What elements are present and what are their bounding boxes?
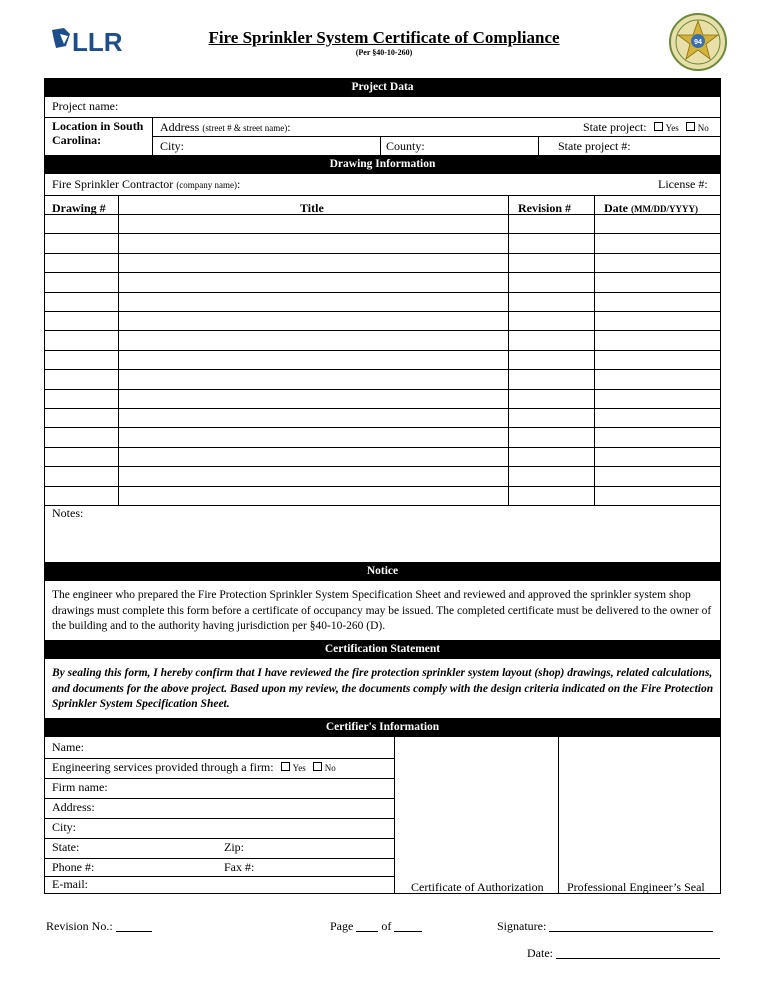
firm-services-field: Engineering services provided through a firm: Yes No <box>52 760 336 774</box>
col-date: Date (MM/DD/YYYY) <box>604 201 698 215</box>
section-drawing-information: Drawing Information <box>44 155 721 174</box>
firm-yes-checkbox[interactable] <box>281 762 290 771</box>
signature-field: Signature: <box>497 919 713 934</box>
page-number-line[interactable] <box>356 921 378 932</box>
table-row <box>44 389 721 390</box>
table-row <box>44 486 721 487</box>
certifier-city-label: City: <box>52 820 77 834</box>
firm-no-checkbox[interactable] <box>313 762 322 771</box>
document-subtitle: (Per §40-10-260) <box>355 48 413 57</box>
certifier-name-label: Name: <box>52 740 84 754</box>
col-title: Title <box>300 201 324 215</box>
firm-name-label: Firm name: <box>52 780 108 794</box>
state-project-number-label: State project #: <box>558 139 631 153</box>
section-certification-statement: Certification Statement <box>44 640 721 659</box>
revision-field: Revision No.: <box>46 919 152 934</box>
certifier-state-label: State: <box>52 840 80 854</box>
table-row <box>44 408 721 409</box>
page-field: Page of <box>330 919 422 934</box>
table-row <box>44 369 721 370</box>
col-revision: Revision # <box>518 201 572 215</box>
date-line[interactable] <box>556 948 720 959</box>
table-row <box>44 330 721 331</box>
certifier-phone-label: Phone #: <box>52 860 95 874</box>
table-row <box>44 447 721 448</box>
table-row <box>44 311 721 312</box>
revision-line[interactable] <box>116 921 152 932</box>
table-row <box>44 292 721 293</box>
state-project-yes-checkbox[interactable] <box>654 122 663 131</box>
page-count-line[interactable] <box>394 921 422 932</box>
city-label: City: <box>160 139 185 153</box>
date-field: Date: <box>527 946 720 961</box>
table-row <box>44 427 721 428</box>
table-column-divider <box>118 195 119 505</box>
section-notice: Notice <box>44 562 721 581</box>
document-title: Fire Sprinkler System Certificate of Compliance <box>208 28 560 47</box>
table-row <box>44 272 721 273</box>
table-row <box>44 253 721 254</box>
table-column-divider <box>508 195 509 505</box>
logo-text: LLR <box>72 27 123 57</box>
notice-text: The engineer who prepared the Fire Protection Sprinkler System Specification Sheet and reviewed and approved the sprinkler system shop drawings must complete this form before a certificate of occupancy may be issued. The completed certificate must be delivered to the owner of the building and to the authority having jurisdiction per §40-10-260 (D). <box>52 589 712 632</box>
location-label: Location in South Carolina: <box>52 119 144 147</box>
coa-label: Certificate of Authorization <box>411 880 544 894</box>
col-drawing-number: Drawing # <box>52 201 106 215</box>
certifier-fax-label: Fax #: <box>224 860 255 874</box>
state-project-field: State project: Yes No <box>583 120 709 134</box>
certifier-address-label: Address: <box>52 800 95 814</box>
state-seal-icon <box>668 12 728 72</box>
address-label: Address (street # & street name): <box>160 120 291 134</box>
certification-text: By sealing this form, I hereby confirm that I have reviewed the fire protection sprinkler system layout (shop) drawings, related calculations, and documents for the above project. Based upon my review, the documents comply with the design criteria indicated on the Fire Protection Sprinkler System Specification Sheet. <box>52 667 714 710</box>
pe-seal-label: Professional Engineer’s Seal <box>567 880 705 894</box>
table-row <box>44 350 721 351</box>
state-project-no-checkbox[interactable] <box>686 122 695 131</box>
certifier-zip-label: Zip: <box>224 840 244 854</box>
seal-text: 94 <box>694 39 702 46</box>
section-certifier-information: Certifier's Information <box>44 718 721 737</box>
section-project-data: Project Data <box>44 78 721 97</box>
license-label: License #: <box>658 177 708 191</box>
contractor-label: Fire Sprinkler Contractor (company name): <box>52 177 241 191</box>
table-row <box>44 505 721 506</box>
table-column-divider <box>594 195 595 505</box>
project-name-label: Project name: <box>52 99 119 113</box>
certifier-email-label: E-mail: <box>52 877 88 891</box>
table-row <box>44 466 721 467</box>
notes-label: Notes: <box>52 506 84 520</box>
county-label: County: <box>386 139 425 153</box>
table-row <box>44 233 721 234</box>
signature-line[interactable] <box>549 921 713 932</box>
